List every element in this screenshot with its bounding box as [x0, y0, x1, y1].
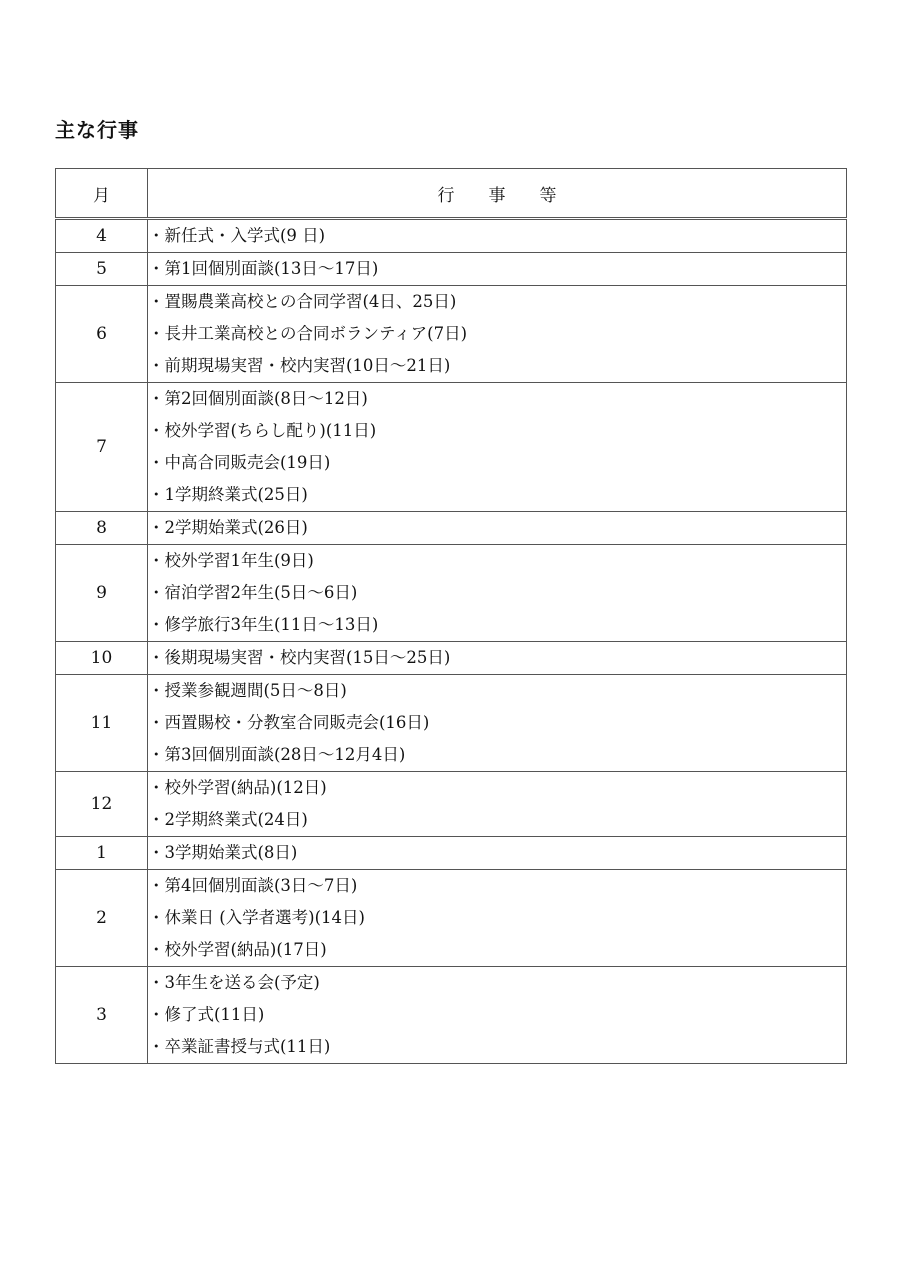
table-row [56, 286, 847, 383]
event-item: ・第4回個別面談(3日～7日) [148, 876, 358, 895]
table-header-row [56, 169, 847, 219]
month-cell: 7 [56, 383, 148, 512]
event-item: ・校外学習(ちらし配り)(11日) [148, 421, 377, 440]
month-cell: 9 [56, 545, 148, 642]
event-item: ・校外学習(納品)(12日) [148, 778, 327, 797]
table-row [56, 642, 847, 675]
event-item: ・2学期始業式(26日) [148, 518, 308, 537]
table-row [56, 675, 847, 772]
month-cell: 10 [56, 642, 148, 675]
month-cell: 11 [56, 675, 148, 772]
events-cell [148, 675, 847, 772]
event-item: ・新任式・入学式(9 日) [148, 226, 326, 245]
table-row [56, 219, 847, 253]
event-item: ・授業参観週間(5日～8日) [148, 681, 347, 700]
events-cell [148, 512, 847, 545]
event-item: ・第1回個別面談(13日～17日) [148, 259, 379, 278]
event-item: ・1学期終業式(25日) [148, 485, 308, 504]
table-row [56, 870, 847, 967]
header-event-label: 行 事 等 [437, 185, 557, 206]
event-item: ・2学期終業式(24日) [148, 810, 308, 829]
table-row [56, 545, 847, 642]
event-item: ・中高合同販売会(19日) [148, 453, 331, 472]
events-cell [148, 967, 847, 1064]
events-cell [148, 837, 847, 870]
events-cell [148, 545, 847, 642]
header-month: 月 [56, 169, 148, 219]
event-item: ・第2回個別面談(8日～12日) [148, 389, 368, 408]
header-event [148, 169, 847, 219]
events-cell [148, 219, 847, 253]
event-item: ・修了式(11日) [148, 1005, 265, 1024]
events-cell [148, 383, 847, 512]
event-item: ・後期現場実習・校内実習(15日～25日) [148, 648, 451, 667]
event-item: ・宿泊学習2年生(5日～6日) [148, 583, 358, 602]
month-cell: 4 [56, 219, 148, 253]
event-item: ・卒業証書授与式(11日) [148, 1037, 331, 1056]
table-row [56, 383, 847, 512]
events-table [55, 168, 847, 1064]
event-item: ・西置賜校・分教室合同販売会(16日) [148, 713, 430, 732]
event-item: ・3学期始業式(8日) [148, 843, 298, 862]
page-title: 主な行事 [55, 118, 139, 142]
table-row [56, 772, 847, 837]
event-item: ・校外学習1年生(9日) [148, 551, 314, 570]
events-cell [148, 253, 847, 286]
month-cell: 8 [56, 512, 148, 545]
event-item: ・休業日 (入学者選考)(14日) [148, 908, 365, 927]
month-cell: 6 [56, 286, 148, 383]
events-cell [148, 870, 847, 967]
month-cell: 1 [56, 837, 148, 870]
events-table-body [56, 219, 847, 1064]
event-item: ・長井工業高校との合同ボランティア(7日) [148, 324, 468, 343]
events-cell [148, 772, 847, 837]
event-item: ・置賜農業高校との合同学習(4日、25日) [148, 292, 457, 311]
event-item: ・前期現場実習・校内実習(10日～21日) [148, 356, 451, 375]
event-item: ・修学旅行3年生(11日～13日) [148, 615, 379, 634]
table-row [56, 837, 847, 870]
event-item: ・校外学習(納品)(17日) [148, 940, 327, 959]
event-item: ・第3回個別面談(28日～12月4日) [148, 745, 406, 764]
month-cell: 2 [56, 870, 148, 967]
event-item: ・3年生を送る会(予定) [148, 973, 320, 992]
month-cell: 5 [56, 253, 148, 286]
table-row [56, 253, 847, 286]
table-row [56, 512, 847, 545]
events-cell [148, 286, 847, 383]
month-cell: 3 [56, 967, 148, 1064]
table-row [56, 967, 847, 1064]
events-cell [148, 642, 847, 675]
month-cell: 12 [56, 772, 148, 837]
